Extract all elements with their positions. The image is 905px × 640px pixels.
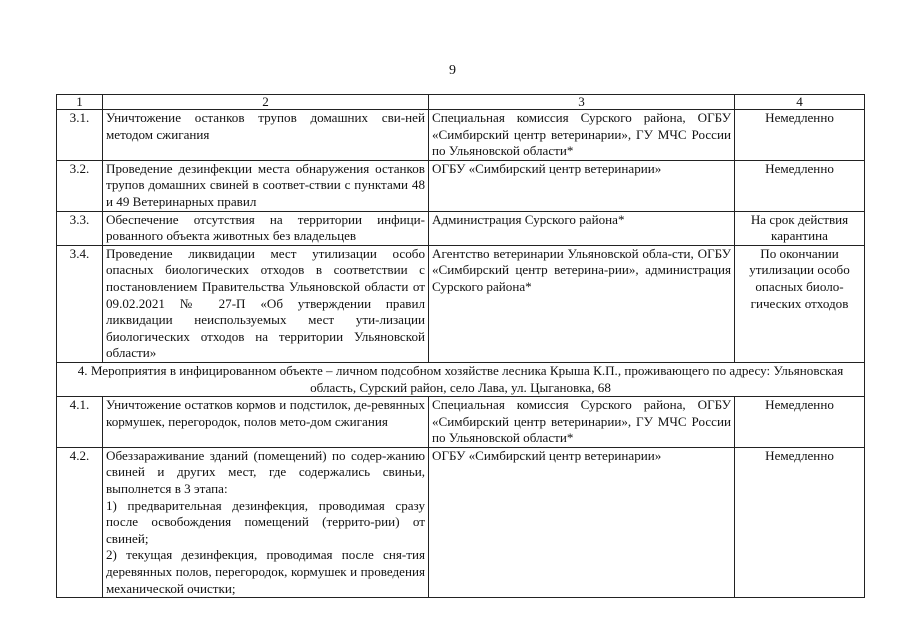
header-cell: 2 [103,95,429,110]
row-number: 4.1. [57,397,103,448]
table-row [57,211,865,245]
table-row [57,110,865,161]
row-number: 3.1. [57,110,103,161]
row-term: На срок действия карантина [735,211,865,245]
section-heading: 4. Мероприятия в инфицированном объекте – личном подсобном хозяйстве лесника Крыша К.П., проживающего по адресу: Ульяновская область, Сурский район, село Лава, ул. Цыгановка, 68 [57,362,865,396]
row-action: Проведение ликвидации мест утилизации особо опасных биологических отходов в соответствии с постановлением Правительства Ульяновской области от 09.02.2021 № 27-П «Об утверждении правил ликвидации неиспользуемых мест ути-лизации биологических отходов на территории Ульяновской области» [103,245,429,362]
row-term: По окончании утилизации особо опасных биоло-гических отходов [735,245,865,362]
header-cell: 1 [57,95,103,110]
row-action: Проведение дезинфекции места обнаружения останков трупов домашних свиней в соответ-ствии с пунктами 48 и 49 Ветеринарных правил [103,160,429,211]
row-term: Немедленно [735,110,865,161]
row-responsible: Специальная комиссия Сурского района, ОГБУ «Симбирский центр ветеринарии», ГУ МЧС России по Ульяновской области* [429,397,735,448]
row-responsible: Агентство ветеринарии Ульяновской обла-сти, ОГБУ «Симбирский центр ветерина-рии», администрация Сурского района* [429,245,735,362]
row-responsible: Администрация Сурского района* [429,211,735,245]
row-action: Обеспечение отсутствия на территории инфици-рованного объекта животных без владельцев [103,211,429,245]
row-responsible: ОГБУ «Симбирский центр ветеринарии» [429,160,735,211]
measures-table [56,94,865,598]
row-term: Немедленно [735,447,865,597]
row-number: 3.3. [57,211,103,245]
row-term: Немедленно [735,160,865,211]
row-responsible: Специальная комиссия Сурского района, ОГБУ «Симбирский центр ветеринарии», ГУ МЧС России по Ульяновской области* [429,110,735,161]
table-row [57,245,865,362]
row-number: 3.2. [57,160,103,211]
header-cell: 4 [735,95,865,110]
row-action: Уничтожение остатков кормов и подстилок, де-ревянных кормушек, перегородок, полов мето-дом сжигания [103,397,429,448]
table-row [57,397,865,448]
section-row [57,362,865,396]
row-number: 3.4. [57,245,103,362]
row-action: Обеззараживание зданий (помещений) по содер-жанию свиней и других мест, где содержались свиньи, выполнется в 3 этапа: 1) предварительная дезинфекция, проводимая сразу после освобождения помещений (террито-рии) от свиней; 2) текущая дезинфекция, проводимая после сня-тия деревянных полов, перегородок, кормушек и проведения механической очистки; [103,447,429,597]
table-header-row [57,95,865,110]
page-number: 9 [449,63,456,78]
row-action: Уничтожение останков трупов домашних сви-ней методом сжигания [103,110,429,161]
header-cell: 3 [429,95,735,110]
row-term: Немедленно [735,397,865,448]
table-row [57,447,865,597]
row-number: 4.2. [57,447,103,597]
row-responsible: ОГБУ «Симбирский центр ветеринарии» [429,447,735,597]
table-row [57,160,865,211]
